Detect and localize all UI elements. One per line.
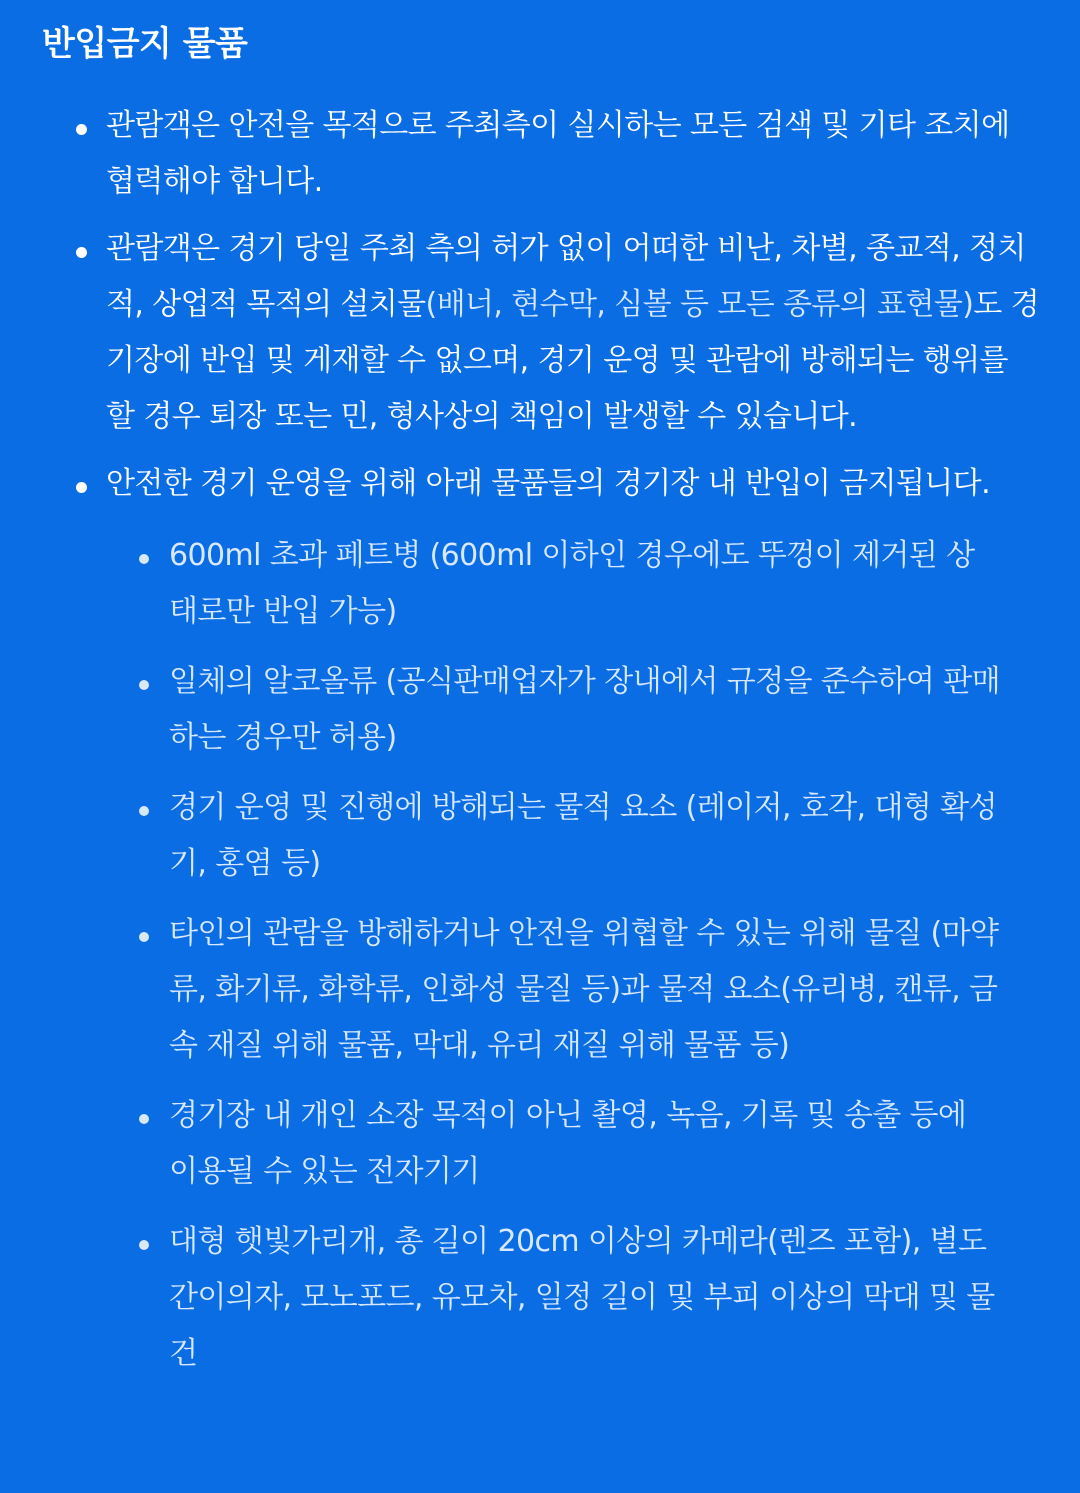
prohibited-item-large-objects: 대형 햇빛가리개, 총 길이 20cm 이상의 카메라(렌즈 포함), 별도 간이의자, 모노포드, 유모차, 일정 길이 및 부피 이상의 막대 및 물건 — [0, 1214, 1040, 1382]
prohibited-item-list — [106, 528, 1040, 1382]
prohibited-item-electronics: 경기장 내 개인 소장 목적이 아닌 촬영, 녹음, 기록 및 송출 등에 이용될 수 있는 전자기기 — [0, 1088, 1040, 1200]
rule-list — [0, 98, 1080, 1396]
prohibited-item-pet-bottle: 600ml 초과 페트병 (600ml 이하인 경우에도 뚜껑이 제거된 상태로만 반입 가능) — [0, 528, 1040, 640]
rule-item-cooperation — [0, 98, 1080, 210]
rule-text: 관람객은 안전을 목적으로 주최측이 실시하는 모든 검색 및 기타 조치에 협력해야 합니다. — [106, 108, 1010, 199]
prohibited-item-disruptive: 경기 운영 및 진행에 방해되는 물적 요소 (레이저, 호각, 대형 확성기, 홍염 등) — [0, 780, 1040, 892]
rule-item-installations — [0, 221, 1080, 445]
section-title: 반입금지 물품 — [42, 24, 248, 64]
rule-text-main: 관람객은 경기 당일 주최 측의 허가 없이 어떠한 비난, 차별, 종교적, 정치적, 상업적 목적의 설치물 — [106, 231, 1026, 322]
rule-text: 안전한 경기 운영을 위해 아래 물품들의 경기장 내 반입이 금지됩니다. — [106, 466, 991, 501]
prohibited-item-hazardous: 타인의 관람을 방해하거나 안전을 위협할 수 있는 위해 물질 (마약류, 화기류, 화학류, 인화성 물질 등)과 물적 요소(유리병, 캔류, 금속 재질 위해 물품, 막대, 유리 재질 위해 물품 등) — [0, 906, 1040, 1074]
rule-item-prohibited — [0, 456, 1080, 1382]
prohibited-item-alcohol: 일체의 알코올류 (공식판매업자가 장내에서 규정을 준수하여 판매하는 경우만 허용) — [0, 654, 1040, 766]
rule-text-parenthetical: (배너, 현수막, 심볼 등 모든 종류의 표현물) — [425, 287, 974, 322]
rule-text-rest: 도 경기장에 반입 및 게재할 수 없으며, 경기 운영 및 관람에 방해되는 행위를 할 경우 퇴장 또는 민, 형사상의 책임이 발생할 수 있습니다. — [106, 287, 1040, 434]
